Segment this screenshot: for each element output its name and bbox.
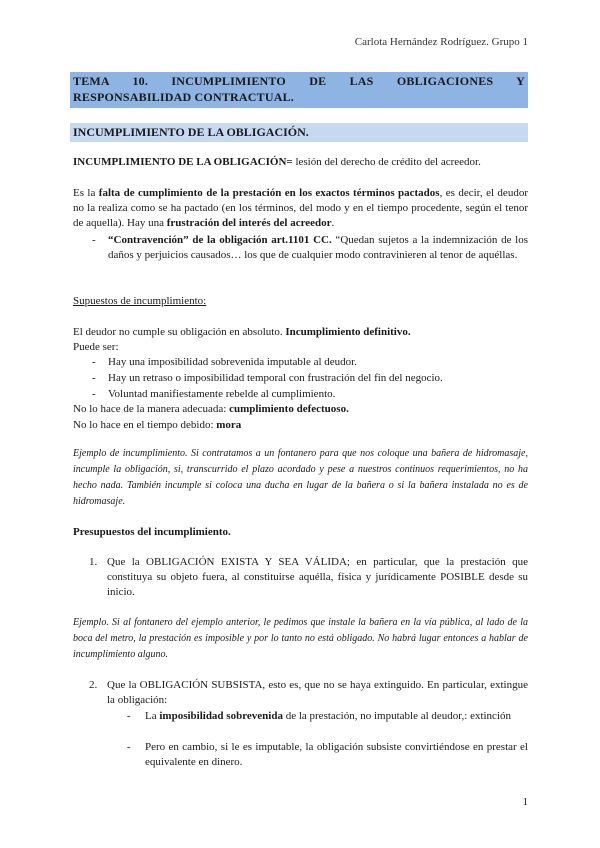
item-subsistencia: Que la OBLIGACIÓN SUBSISTA, esto es, que no se haya extinguido. En particular, extingue la obligación: xyxy=(107,679,528,706)
list1-item: Hay una imposibilidad sobrevenida imputable al deudor. xyxy=(108,356,357,368)
presupuestos-heading: Presupuestos del incumplimiento. xyxy=(73,526,231,538)
list1-item: Voluntad manifiestamente rebelde al cumplimiento. xyxy=(108,388,336,400)
puede-ser: Puede ser: xyxy=(73,341,119,353)
manera-bold: cumplimiento defectuoso. xyxy=(229,403,349,415)
section-heading: INCUMPLIMIENTO DE LA OBLIGACIÓN. xyxy=(73,125,309,139)
list1-dash: - xyxy=(92,356,96,368)
page-header: Carlota Hernández Rodríguez. Grupo 1 xyxy=(354,36,528,48)
no-cumple-text: El deudor no cumple su obligación en absoluto. xyxy=(73,326,286,338)
supuestos-heading: Supuestos de incumplimiento: xyxy=(73,295,207,307)
list1-dash: - xyxy=(92,388,96,400)
line-manera xyxy=(73,402,528,417)
list1-dash: - xyxy=(92,372,96,384)
example-incumplimiento: Ejemplo de incumplimiento. Si contratamos a un fontanero para que nos coloque una bañera de hidromasaje, incumple la obligación, si, transcurrido el plazo acordado y pese a nuestros continuos requerimientos, no ha hecho nada. También incumple si coloca una ducha en lugar de la bañera o si la bañera instalada no es de hidromasaje. xyxy=(73,448,528,507)
para1-bold-b: falta de cumplimiento de la prestación en los exactos términos pactados xyxy=(98,187,440,199)
paragraph-falta xyxy=(73,186,528,231)
definition-text: lesión del derecho de crédito del acreedor. xyxy=(292,156,481,168)
line-no-cumple xyxy=(73,325,528,340)
para1-bold-d: frustración del interés del acreedor xyxy=(166,217,332,229)
sub-dash: - xyxy=(127,741,131,753)
bullet1-text: “Quedan sujetos a la indemnización de los daños y perjuicios causados… los que de cualquier modo contravinieren al tenor de aquéllas. xyxy=(108,234,528,261)
para1-text-e: . xyxy=(331,217,335,229)
para1-text-a: Es la xyxy=(73,187,99,199)
item-existencia: Que la OBLIGACIÓN EXISTA Y SEA VÁLIDA; en particular, que la prestación que constituya su objeto fuera, al constituirse aquélla, física y jurídicamente POSIBLE desde su inicio. xyxy=(107,556,528,598)
example-imposible: Ejemplo. Si al fontanero del ejemplo anterior, le pedimos que instale la bañera en la vía pública, al lado de la boca del metro, la prestación es imposible y por lo tanto no está obligado. No habrá lugar entonces a hablar de incumplimiento alguno. xyxy=(73,617,528,660)
definition-line xyxy=(73,155,528,170)
definition-term: INCUMPLIMIENTO DE LA OBLIGACIÓN= xyxy=(73,156,293,168)
para1-text-c: , es decir, el deudor no la realiza como se ha pactado (en los términos, del modo y en el tiempo procedente, según el tenor de aquella). Hay una xyxy=(73,187,528,229)
bullet-contravencion xyxy=(108,233,528,263)
no-cumple-bold: Incumplimiento definitivo. xyxy=(285,326,411,338)
tiempo-bold: mora xyxy=(216,419,242,431)
item-number: 2. xyxy=(89,679,98,691)
sub-dash: - xyxy=(127,710,131,722)
list1-item: Hay un retraso o imposibilidad temporal con frustración del fin del negocio. xyxy=(108,372,443,384)
sub1-bold: imposibilidad sobrevenida xyxy=(159,710,283,722)
page-number: 1 xyxy=(522,796,528,808)
bullet1-bold: “Contravención” de la obligación art.1101 CC. xyxy=(108,234,332,246)
manera-text: No lo hace de la manera adecuada: xyxy=(73,403,230,415)
tiempo-text: No lo hace en el tiempo debido: xyxy=(73,419,217,431)
item-number: 1. xyxy=(89,556,98,568)
document-title: TEMA 10. INCUMPLIMIENTO DE LAS OBLIGACIONES Y RESPONSABILIDAD CONTRACTUAL. xyxy=(73,74,525,104)
section-band xyxy=(70,123,528,142)
line-tiempo xyxy=(73,418,528,433)
title-band xyxy=(70,72,528,108)
sub-imposibilidad xyxy=(145,709,528,724)
sub-imputable: Pero en cambio, si le es imputable, la obligación subsiste convirtiéndose en prestar el equivalente en dinero. xyxy=(145,741,528,768)
sub1-text-c: de la prestación, no imputable al deudor,: extinción xyxy=(282,710,511,722)
sub1-text-a: La xyxy=(145,710,160,722)
bullet-dash: - xyxy=(92,234,96,246)
